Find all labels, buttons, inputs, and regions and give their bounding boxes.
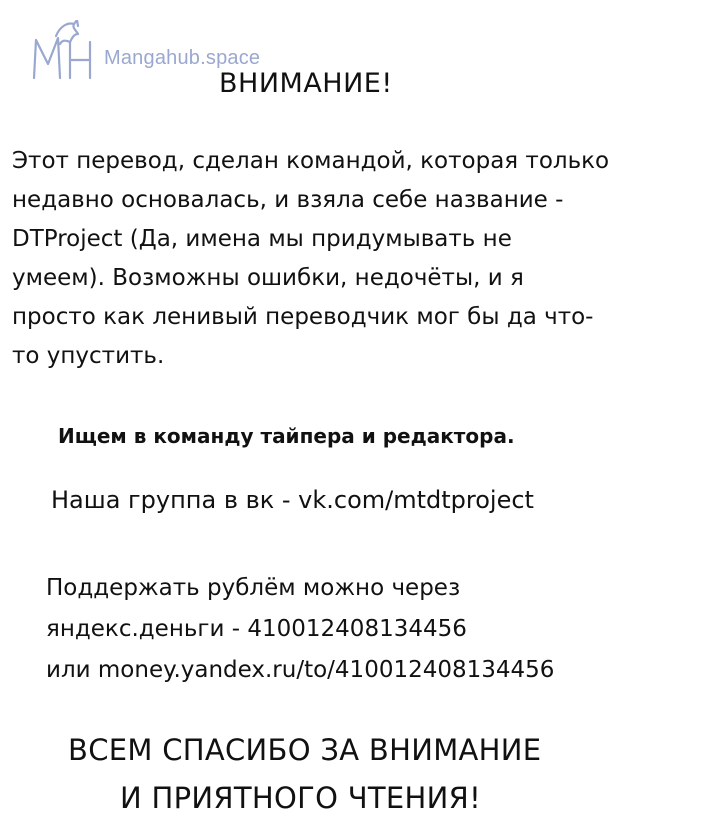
mh-wolf-logo-icon [30, 20, 98, 84]
recruit-text: Ищем в команду тайпера и редактора. [58, 424, 515, 448]
thanks-line: ВСЕМ СПАСИБО ЗА ВНИМАНИЕ [68, 733, 542, 767]
support-block [46, 568, 554, 691]
vk-group-text: Наша группа в вк - vk.com/mtdtproject [51, 486, 534, 514]
paragraph-line: то упустить. [12, 343, 165, 369]
notice-paragraph [12, 142, 697, 376]
thanks-block [0, 726, 702, 822]
notice-title: ВНИМАНИЕ! [219, 68, 393, 99]
paragraph-line: недавно основалась, и взяла себе название - [12, 187, 564, 213]
support-line: или money.yandex.ru/to/410012408134456 [46, 657, 555, 683]
support-line: Поддержать рублём можно через [46, 575, 461, 601]
watermark-text: Mangahub.space [104, 47, 261, 69]
paragraph-line: умеем). Возможны ошибки, недочёты, и я [12, 265, 524, 291]
paragraph-line: DTProject (Да, имена мы придумывать не [12, 226, 512, 252]
paragraph-line: Этот перевод, сделан командой, которая только [12, 148, 610, 174]
support-line: яндекс.деньги - 410012408134456 [46, 616, 467, 642]
paragraph-line: просто как ленивый переводчик мог бы да что- [12, 304, 594, 330]
thanks-line: И ПРИЯТНОГО ЧТЕНИЯ! [120, 781, 482, 815]
